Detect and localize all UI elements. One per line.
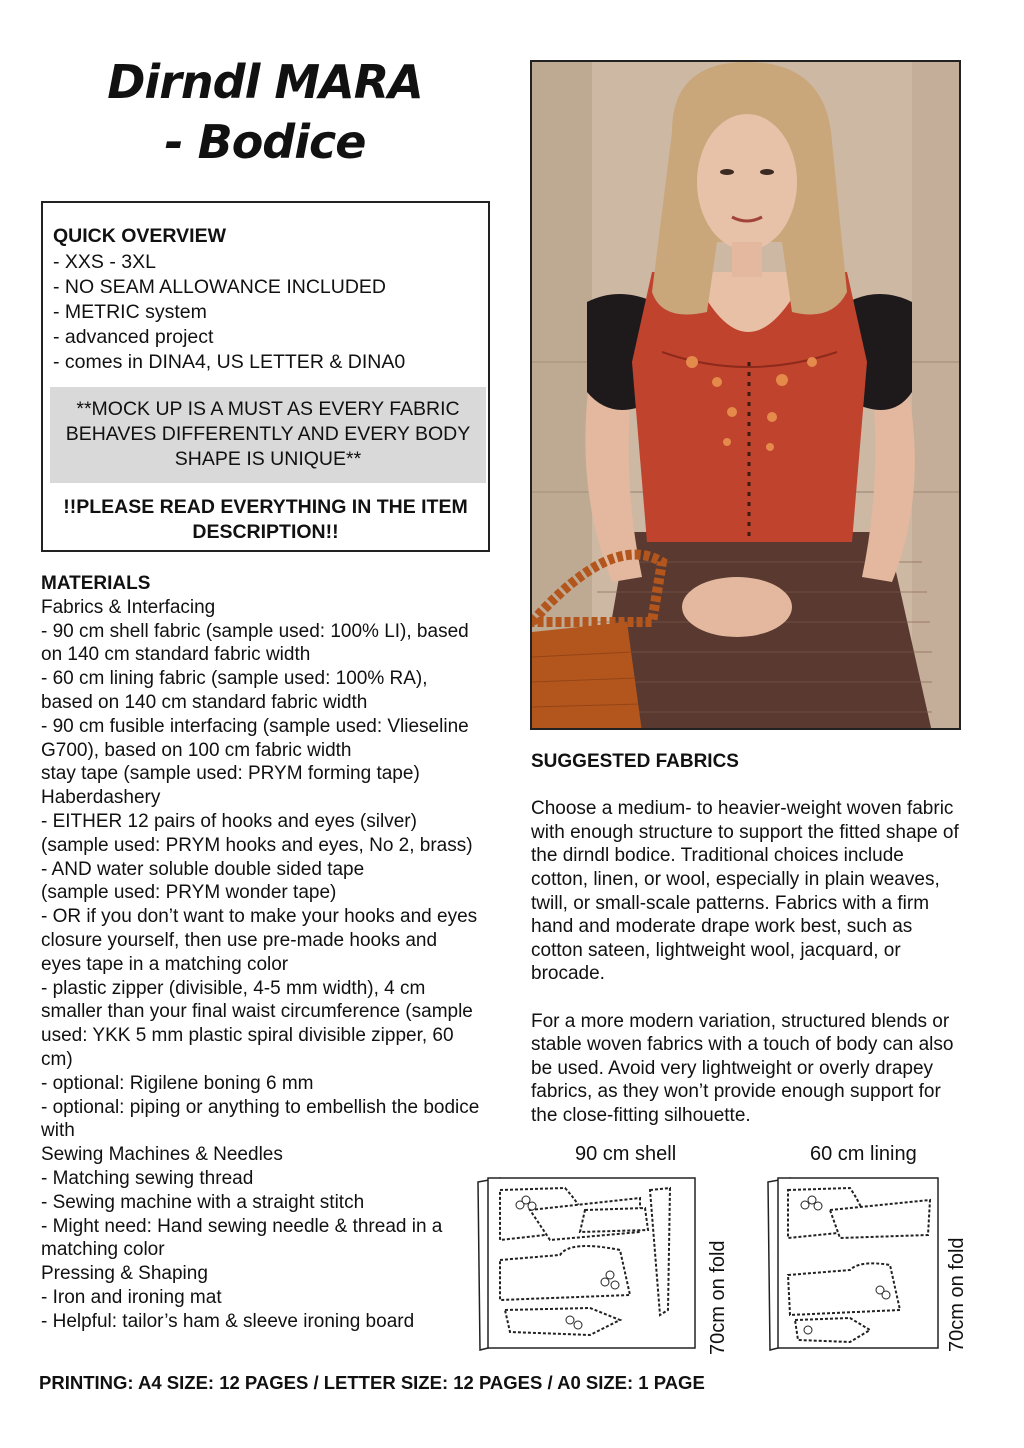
suggested-fabrics-section xyxy=(531,750,961,1151)
materials-line: - AND water soluble double sided tape xyxy=(41,858,365,880)
suggested-fabrics-paragraph-2: For a more modern variation, structured blends or stable woven fabrics with a touch of body can also be used. Avoid very lightweight or overly drapey fabrics, as they won’t provide enough support for the close-fitting silhouette. xyxy=(531,1010,954,1126)
materials-line: with xyxy=(41,1120,75,1142)
materials-line: closure yourself, then use pre-made hooks and xyxy=(41,929,438,951)
materials-line: based on 140 cm standard fabric width xyxy=(41,691,368,713)
model-photo xyxy=(530,60,961,730)
model-photo-illustration xyxy=(532,62,961,730)
materials-list xyxy=(41,596,506,1334)
title-line-1: Dirndl MARA xyxy=(107,55,423,109)
overview-item: - comes in DINA4, US LETTER & DINA0 xyxy=(53,351,406,373)
materials-line: eyes tape in a matching color xyxy=(41,953,289,975)
materials-heading: MATERIALS xyxy=(41,573,151,594)
overview-item: - XXS - 3XL xyxy=(53,251,156,273)
page-title xyxy=(100,52,430,172)
quick-overview-box xyxy=(41,201,490,552)
materials-line: matching color xyxy=(41,1239,165,1261)
overview-list xyxy=(53,250,405,375)
materials-line: stay tape (sample used: PRYM forming tape) xyxy=(41,763,420,785)
materials-line: Haberdashery xyxy=(41,787,161,809)
materials-line: (sample used: PRYM wonder tape) xyxy=(41,882,337,904)
overview-heading: QUICK OVERVIEW xyxy=(53,225,226,247)
materials-line: smaller than your final waist circumference (sample xyxy=(41,1001,473,1023)
materials-line: - Matching sewing thread xyxy=(41,1167,254,1189)
shell-layout-label: 90 cm shell xyxy=(575,1143,677,1165)
lining-layout-label: 60 cm lining xyxy=(810,1143,917,1165)
materials-line: - EITHER 12 pairs of hooks and eyes (silver) xyxy=(41,810,417,832)
materials-line: - Helpful: tailor’s ham & sleeve ironing board xyxy=(41,1310,415,1332)
lining-fold-label: 70cm on fold xyxy=(946,1237,968,1352)
materials-line: - 90 cm shell fabric (sample used: 100% LI), based xyxy=(41,620,469,642)
materials-line: - optional: Rigilene boning 6 mm xyxy=(41,1072,314,1094)
mockup-note: **MOCK UP IS A MUST AS EVERY FABRIC BEHAVES DIFFERENTLY AND EVERY BODY SHAPE IS UNIQUE** xyxy=(50,387,486,483)
materials-line: - optional: piping or anything to embellish the bodice xyxy=(41,1096,480,1118)
overview-item: - advanced project xyxy=(53,326,214,348)
materials-line: - plastic zipper (divisible, 4-5 mm width), 4 cm xyxy=(41,977,426,999)
materials-line: (sample used: PRYM hooks and eyes, No 2, brass) xyxy=(41,834,473,856)
materials-line: Fabrics & Interfacing xyxy=(41,596,216,618)
shell-fold-label: 70cm on fold xyxy=(707,1240,729,1355)
title-line-2: - Bodice xyxy=(164,115,366,169)
materials-section xyxy=(41,572,506,1334)
materials-line: Sewing Machines & Needles xyxy=(41,1144,283,1166)
materials-line: - Might need: Hand sewing needle & thread in a xyxy=(41,1215,443,1237)
shell-cutting-layout xyxy=(470,1170,700,1355)
printing-info: PRINTING: A4 SIZE: 12 PAGES / LETTER SIZE: 12 PAGES / A0 SIZE: 1 PAGE xyxy=(39,1372,705,1393)
materials-line: on 140 cm standard fabric width xyxy=(41,644,311,666)
lining-cutting-layout xyxy=(760,1170,945,1355)
materials-line: - Sewing machine with a straight stitch xyxy=(41,1191,365,1213)
materials-line: used: YKK 5 mm plastic spiral divisible zipper, 60 xyxy=(41,1025,454,1047)
overview-item: - NO SEAM ALLOWANCE INCLUDED xyxy=(53,276,387,298)
materials-line: G700), based on 100 cm fabric width xyxy=(41,739,352,761)
suggested-fabrics-paragraph-1: Choose a medium- to heavier-weight woven fabric with enough structure to support the fitted shape of the dirndl bodice. Traditional choices include cotton, linen, or wool, especially in plain weaves, twill, or small-scale patterns. Fabrics with a firm hand and moderate drape work best, such as cotton sateen, lightweight wool, jacquard, or brocade. xyxy=(531,798,959,985)
materials-line: - OR if you don’t want to make your hooks and eyes xyxy=(41,906,478,928)
overview-item: - METRIC system xyxy=(53,301,207,323)
materials-line: - Iron and ironing mat xyxy=(41,1286,222,1308)
materials-line: - 90 cm fusible interfacing (sample used: Vlieseline xyxy=(41,715,469,737)
suggested-fabrics-heading: SUGGESTED FABRICS xyxy=(531,751,739,772)
materials-line: - 60 cm lining fabric (sample used: 100% RA), xyxy=(41,668,428,690)
materials-line: cm) xyxy=(41,1048,73,1070)
read-description-warning: !!PLEASE READ EVERYTHING IN THE ITEM DESCRIPTION!! xyxy=(63,496,468,543)
materials-line: Pressing & Shaping xyxy=(41,1263,208,1285)
